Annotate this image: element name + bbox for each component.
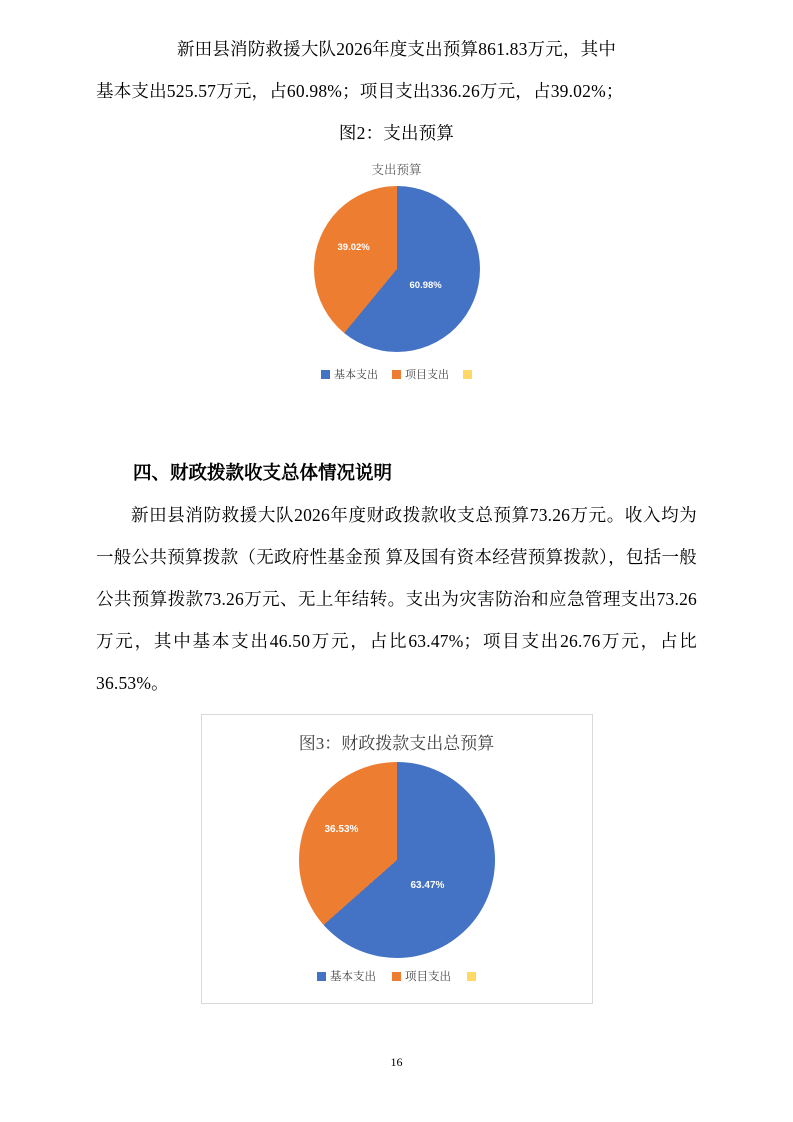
chart2-slice-label-basic: 60.98% — [409, 280, 442, 291]
chart3-pie — [299, 762, 495, 958]
chart-fiscal-appropriation-budget — [201, 714, 593, 1004]
paragraph-expenditure-line1: 新田县消防救援大队2026年度支出预算861.83万元，其中 — [176, 39, 617, 59]
chart3-legend-swatch-extra — [467, 972, 476, 981]
chart2-legend-swatch-project — [392, 370, 401, 379]
paragraph-expenditure-line2: 基本支出525.57万元，占60.98%；项目支出336.26万元，占39.02%； — [96, 81, 624, 101]
page-title: 四、财政拨款收支总体情况说明 — [133, 464, 393, 484]
chart2-pie — [314, 186, 480, 352]
chart3-legend-item-basic — [317, 968, 376, 984]
chart2-legend-swatch-extra — [463, 370, 472, 379]
chart3-legend-label-project: 项目支出 — [405, 971, 451, 983]
chart-expenditure-budget — [96, 160, 697, 382]
chart2-legend — [321, 366, 472, 382]
chart2-legend-label-project: 项目支出 — [405, 369, 449, 381]
chart3-legend — [317, 968, 476, 984]
chart3-legend-label-basic: 基本支出 — [330, 971, 376, 983]
chart3-slice-label-basic: 63.47% — [410, 880, 445, 891]
chart2-legend-item-extra — [463, 370, 472, 379]
chart3-legend-item-extra — [467, 972, 476, 981]
paragraph-fiscal-appropriation: 新田县消防救援大队2026年度财政拨款收支总预算73.26万元。收入均为一般公共预算拨款（无政府性基金预 算及国有资本经营预算拨款），包括一般公共预算拨款73.26万元、无上年结转。支出为灾害防治和应急管理支出73.26万元，其中基本支出46.50万元，占比63.47%；项目支出26.76万元，占比36.53%。 — [96, 505, 697, 693]
figure2-caption: 图2：支出预算 — [338, 123, 455, 143]
chart3-slice-label-project: 36.53% — [324, 824, 359, 835]
chart2-legend-swatch-basic — [321, 370, 330, 379]
chart2-legend-label-basic: 基本支出 — [334, 369, 378, 381]
chart3-legend-swatch-basic — [317, 972, 326, 981]
chart2-title: 支出预算 — [371, 163, 422, 177]
chart2-legend-item-basic — [321, 366, 378, 382]
chart2-legend-item-project — [392, 366, 449, 382]
page-number: 16 — [390, 1055, 403, 1069]
chart3-legend-swatch-project — [392, 972, 401, 981]
chart3-title: 图3：财政拨款支出总预算 — [298, 734, 495, 753]
chart2-slice-label-project: 39.02% — [337, 242, 370, 253]
chart3-legend-item-project — [392, 968, 451, 984]
